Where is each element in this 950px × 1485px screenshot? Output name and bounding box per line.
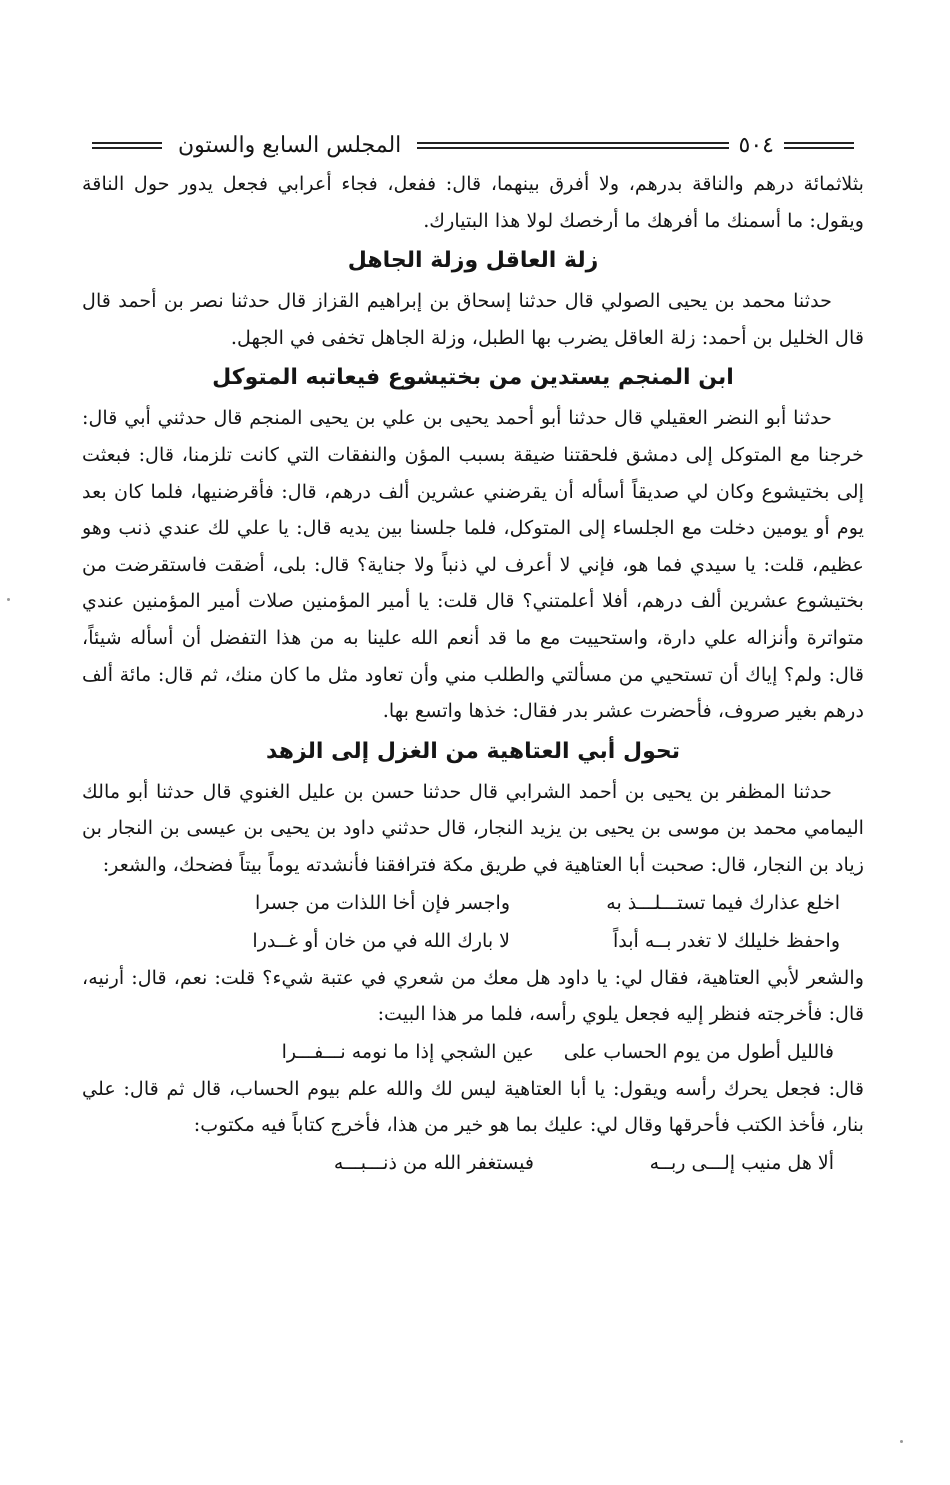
paragraph-camel-sale: بثلاثمائة درهم والناقة بدرهم، ولا أفرق بينهما، قال: ففعل، فجاء أعرابي فجعل يدور حول الناقة ويقول: ما أسمنك ما أفرهك ما أرخصك لولا هذا البتيارك. <box>82 172 864 232</box>
verse-line <box>82 1144 864 1182</box>
verse-hemistich-second: عين الشجي إذا ما نومه نـــفـــرا <box>281 1040 534 1063</box>
paragraph-dawud-poems: والشعر لأبي العتاهية، فقال لي: يا داود هل معك من شعري في عتبة شيء؟ قلت: نعم، قال: أرنيه، قال: فأخرجته فنظر إليه فجعل يلوي رأسه، فلما مر هذا البيت: <box>82 965 864 1026</box>
header-rule-middle <box>417 142 728 149</box>
running-header <box>82 128 864 162</box>
verse-line <box>82 1033 864 1071</box>
paragraph-khalil: حدثنا محمد بن يحيى الصولي قال حدثنا إسحاق بن إبراهيم القزاز قال حدثنا نصر بن أحمد قال قال الخليل بن أحمد: زلة العاقل يضرب بها الطبل، وزلة الجاهل تخفى في الجهل. <box>82 289 864 349</box>
chapter-title: المجلس السابع والستون <box>178 132 402 158</box>
header-rule-right <box>784 142 854 149</box>
verse-hemistich-first: ألا هل منيب إلـــى ربــه <box>649 1151 834 1174</box>
paragraph-mutawakkil: حدثنا أبو النضر العقيلي قال حدثنا أبو أحمد يحيى بن علي بن يحيى المنجم قال حدثني أبي قال: خرجنا مع المتوكل إلى دمشق فلحقتنا ضيقة بسبب المؤن والنفقات التي كانت تلزمنا، قال: فبعثت إلى بختيشوع وكان لي صديقاً أسأله أن يقرضني عشرين ألف درهم، قال: فأقرضنيها، فلما كان بعد يوم أو يومين دخلت مع الجلساء إلى المتوكل، فلما جلسنا بين يديه قال: يا علي لك عندي ذنب وهو عظيم، قلت: يا سيدي فما هو، فإني لا أعرف لي ذنباً ولا جناية؟ قال: بلى، أضقت فاستقرضت من بختيشوع عشرين ألف درهم، أفلا أعلمتني؟ قال قلت: يا أمير المؤمنين صلات أمير المؤمنين عندي متواترة وأنزاله علي دارة، واستحييت مع ما قد أنعم الله علينا به من هذا التفضل أن أسأله شيئاً، قال: ولم؟ إياك أن تستحيي من مسألتي والطلب مني وأن تعاود مثل ما كان منك، ثم قال: مائة ألف درهم بغير صروف، فأحضرت عشر بدر فقال: خذها واتسع بها. <box>82 406 864 723</box>
margin-mark-right <box>900 1440 903 1443</box>
page-number: ٥٠٤ <box>738 132 774 158</box>
verse-line <box>82 922 864 960</box>
verse-hemistich-first: اخلع عذارك فيما تستـــلـــذ به <box>606 891 840 914</box>
margin-mark-left <box>7 598 10 601</box>
section-heading-wise-fool: زلة العاقل وزلة الجاهل <box>347 248 599 274</box>
verse-hemistich-second: واجسر فإن أخا اللذات من جسرا <box>254 891 510 914</box>
header-rule-left <box>92 142 162 149</box>
paragraph-burning-books: قال: فجعل يحرك رأسه ويقول: يا أبا العتاهية ليس لك والله علم بيوم الحساب، قال ثم قال: علي بنار، فأخذ الكتب فأحرقها وقال لي: عليك بما هو خير من هذا، فأخرج كتاباً فيه مكتوب: <box>82 1076 864 1137</box>
section-heading-abu-ataheya: تحول أبي العتاهية من الغزل إلى الزهد <box>266 738 680 764</box>
section-heading-munajjim: ابن المنجم يستدين من بختيشوع فيعاتبه المتوكل <box>212 365 734 391</box>
paragraph-dawud-intro: حدثنا المظفر بن يحيى بن أحمد الشرابي قال حدثنا حسن بن عليل الغنوي قال حدثنا أبو مالك اليمامي محمد بن موسى بن يحيى بن يزيد النجار، قال حدثني داود بن يحيى بن عيسى بن النجار بن زياد بن النجار، قال: صحبت أبا العتاهية في طريق مكة فترافقنا فأنشدته يوماً بيتاً فضحك، والشعر: <box>82 779 864 876</box>
verse-hemistich-first: واحفظ خليلك لا تغدر بــه أبداً <box>613 929 840 952</box>
verse-hemistich-first: فالليل أطول من يوم الحساب على <box>563 1040 834 1063</box>
document-page <box>82 128 864 1182</box>
verse-hemistich-second: فيستغفر الله من ذنـــبـــه <box>333 1151 534 1174</box>
verse-line <box>82 884 864 922</box>
verse-hemistich-second: لا بارك الله في من خان أو غــدرا <box>252 929 510 952</box>
